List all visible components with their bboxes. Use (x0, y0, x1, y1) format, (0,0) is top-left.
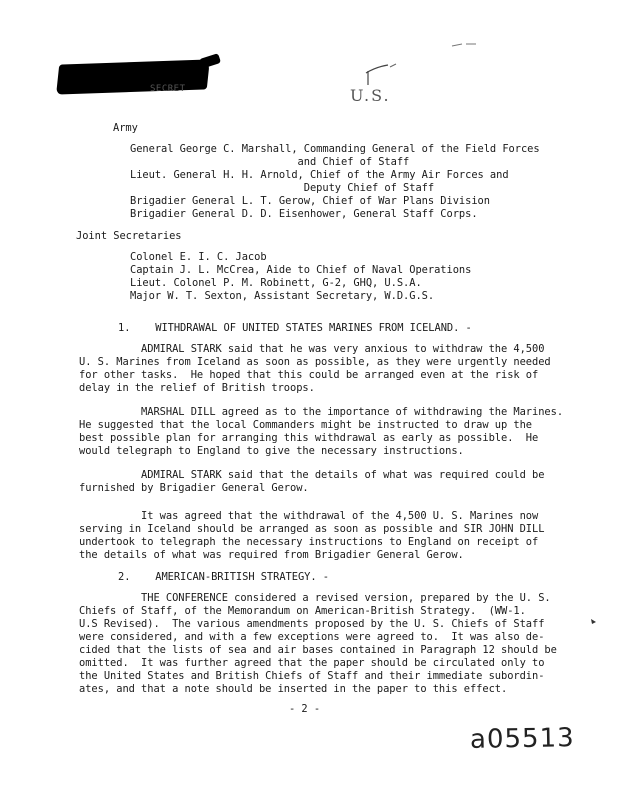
item-2-paragraph-line: THE CONFERENCE considered a revised version, prepared by the U. S. (79, 592, 551, 604)
joint-secretary-line: Captain J. L. McCrea, Aide to Chief of Naval Operations (130, 264, 472, 276)
item-1-paragraph-line: U. S. Marines from Iceland as soon as possible, as they were urgently needed (79, 356, 551, 368)
corner-mark-icon (450, 40, 480, 50)
item-1-paragraph-line: best possible plan for arranging this withdrawal as early as possible. He (79, 432, 539, 444)
redaction-bar (56, 59, 210, 94)
army-line: and Chief of Staff (130, 156, 410, 168)
item-1-heading: 1. WITHDRAWAL OF UNITED STATES MARINES FROM ICELAND. - (118, 322, 472, 334)
item-2-paragraph-line: ates, and that a note should be inserted in the paper to this effect. (79, 683, 508, 695)
item-1-paragraph-line: serving in Iceland should be arranged as soon as possible and SIR JOHN DILL (79, 523, 545, 535)
item-2-heading: 2. AMERICAN-BRITISH STRATEGY. - (118, 571, 329, 583)
item-1-paragraph-line: delay in the relief of British troops. (79, 382, 315, 394)
item-1-paragraph-line: ADMIRAL STARK said that the details of what was required could be (79, 469, 545, 481)
item-1-paragraph-line: the details of what was required from Brigadier General Gerow. (79, 549, 464, 561)
item-1-paragraph-line: would telegraph to England to give the necessary instructions. (79, 445, 464, 457)
item-2-paragraph-line: the United States and British Chiefs of Staff and their immediate subordin- (79, 670, 545, 682)
army-line: Lieut. General H. H. Arnold, Chief of the Army Air Forces and (130, 169, 509, 181)
item-2-paragraph-line: Chiefs of Staff, of the Memorandum on American-British Strategy. (WW-1. (79, 605, 526, 617)
item-2-paragraph-line: cided that the lists of sea and air bases contained in Paragraph 12 should be (79, 644, 557, 656)
item-1-paragraph-line: ADMIRAL STARK said that he was very anxious to withdraw the 4,500 (79, 343, 545, 355)
stamp-text: U.S. (350, 86, 391, 105)
army-line: Brigadier General L. T. Gerow, Chief of War Plans Division (130, 195, 490, 207)
joint-secretary-line: Colonel E. I. C. Jacob (130, 251, 267, 263)
section-heading-army: Army (113, 122, 138, 134)
item-2-paragraph-line: omitted. It was further agreed that the paper should be circulated only to (79, 657, 545, 669)
page-number: - 2 - (289, 703, 321, 715)
section-heading-joint-secretaries: Joint Secretaries (76, 230, 182, 242)
redaction-mark (199, 53, 221, 69)
item-2-paragraph-line: were considered, and with a few exceptions were agreed to. It was also de- (79, 631, 545, 643)
margin-mark-icon (590, 617, 598, 625)
item-1-paragraph-line: It was agreed that the withdrawal of the 4,500 U. S. Marines now (79, 510, 539, 522)
joint-secretary-line: Lieut. Colonel P. M. Robinett, G-2, GHQ, U.S.A. (130, 277, 422, 289)
army-line: Deputy Chief of Staff (130, 182, 435, 194)
item-1-paragraph-line: undertook to telegraph the necessary instructions to England on receipt of (79, 536, 539, 548)
army-line: Brigadier General D. D. Eisenhower, General Staff Corps. (130, 208, 478, 220)
item-1-paragraph-line: for other tasks. He hoped that this could be arranged even at the risk of (79, 369, 539, 381)
item-2-paragraph-line: U.S Revised). The various amendments proposed by the U. S. Chiefs of Staff (79, 618, 545, 630)
item-1-paragraph-line: MARSHAL DILL agreed as to the importance of withdrawing the Marines. (79, 406, 564, 418)
item-1-paragraph-line: furnished by Brigadier General Gerow. (79, 482, 309, 494)
item-1-paragraph-line: He suggested that the local Commanders might be instructed to draw up the (79, 419, 533, 431)
classification-marking: SECRET (150, 84, 186, 94)
joint-secretary-line: Major W. T. Sexton, Assistant Secretary, W.D.G.S. (130, 290, 435, 302)
army-line: General George C. Marshall, Commanding General of the Field Forces (130, 143, 540, 155)
handwritten-document-id: a05513 (469, 723, 575, 755)
